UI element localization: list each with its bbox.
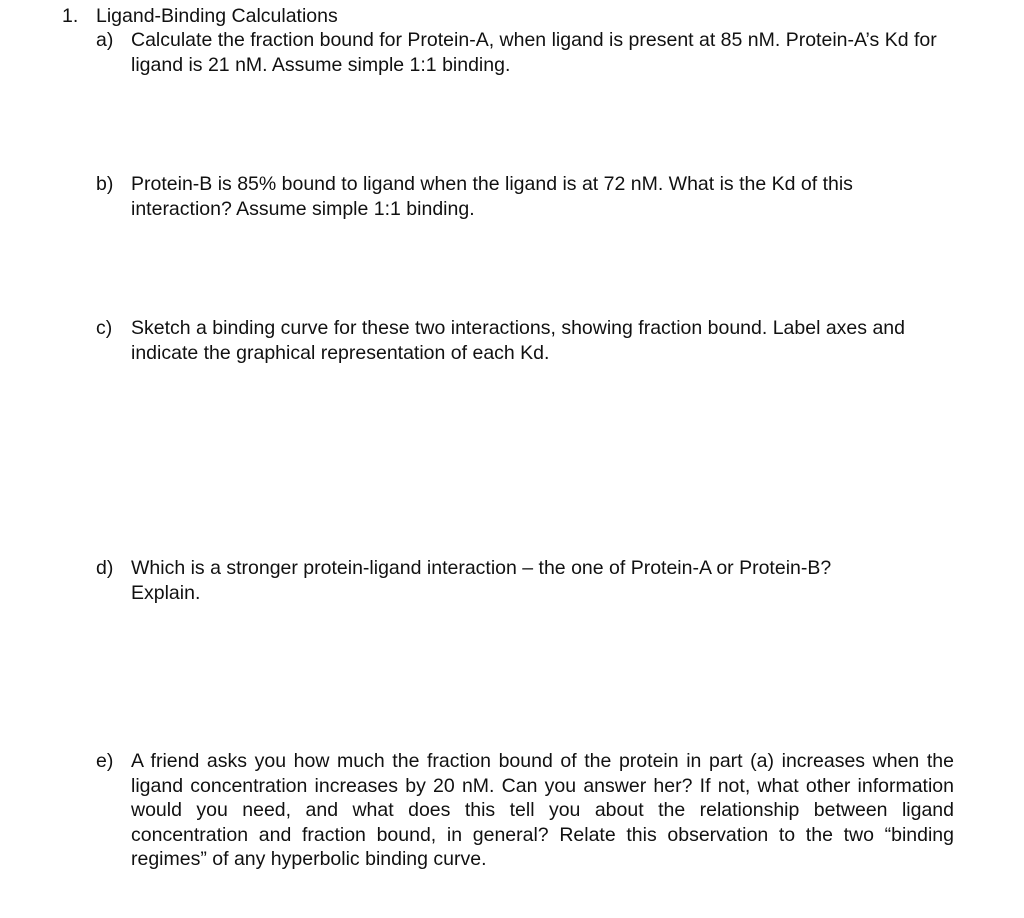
part-d [96, 556, 954, 605]
part-b-text: Protein-B is 85% bound to ligand when the ligand is at 72 nM. What is the Kd of this interaction? Assume simple 1:1 binding. [131, 173, 853, 220]
part-e-letter: e) [96, 750, 114, 772]
part-b [96, 172, 954, 221]
part-c [96, 316, 954, 365]
part-b-letter: b) [96, 173, 114, 195]
part-c-text: Sketch a binding curve for these two interactions, showing fraction bound. Label axes and indicate the graphical representation of each Kd. [131, 317, 905, 364]
part-e-text: A friend asks you how much the fraction bound of the protein in part (a) increases when the ligand concentration increases by 20 nM. Can you answer her? If not, what other information would you need, and what does this tell you about the relationship between ligand concentration and fraction bound, in general? Relate this observation to the two “binding regimes” of any hyperbolic binding curve. [131, 750, 954, 870]
part-d-letter: d) [96, 557, 114, 579]
question-number: 1. [62, 5, 79, 27]
question-heading [62, 4, 338, 29]
part-a [96, 28, 954, 77]
part-c-letter: c) [96, 317, 113, 339]
part-d-text: Which is a stronger protein-ligand interaction – the one of Protein-A or Protein-B? Explain. [131, 557, 832, 604]
part-a-letter: a) [96, 29, 114, 51]
part-a-text: Calculate the fraction bound for Protein-A, when ligand is present at 85 nM. Protein-A’s Kd for ligand is 21 nM. Assume simple 1:1 binding. [131, 29, 937, 76]
question-title: Ligand-Binding Calculations [96, 5, 338, 27]
part-e [96, 749, 954, 872]
